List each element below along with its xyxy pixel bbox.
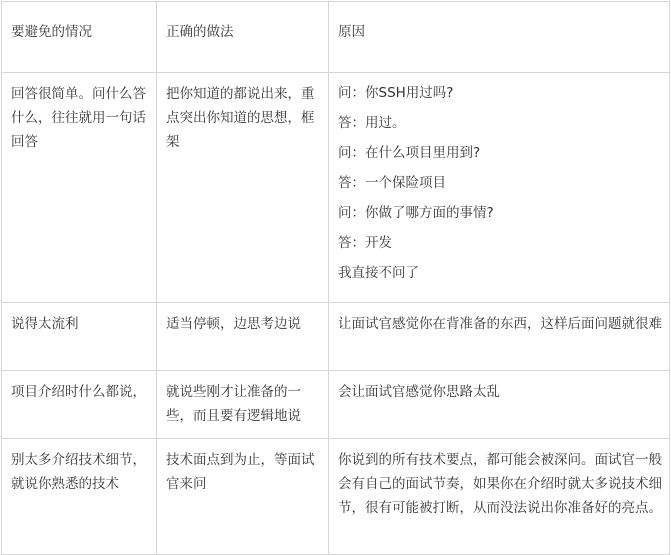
dialogue-line: 答：一个保险项目 bbox=[338, 175, 446, 191]
cell-reason: 让面试官感觉你在背准备的东西，这样后面问题就很难 bbox=[329, 303, 670, 371]
dialogue-line: 答：开发 bbox=[338, 235, 392, 251]
cell-reason: 会让面试官感觉你思路太乱 bbox=[329, 371, 670, 439]
cell-practice: 技术面点到为止，等面试官来问 bbox=[157, 439, 329, 555]
cell-reason: 你说到的所有技术要点，都可能会被深问。面试官一般会有自己的面试节奏，如果你在介绍时就太多说技术细节，很有可能被打断，从而没法说出你准备好的亮点。 bbox=[329, 439, 670, 555]
cell-reason-dialogue bbox=[329, 73, 670, 303]
dialogue-line: 答：用过。 bbox=[338, 115, 406, 131]
dialogue-line: 问：在什么项目里用到? bbox=[338, 145, 481, 161]
cell-situation: 项目介绍时什么都说， bbox=[2, 371, 157, 439]
table-header-row bbox=[2, 2, 670, 73]
dialogue-line: 问：你做了哪方面的事情? bbox=[338, 205, 494, 221]
cell-practice: 就说些刚才让准备的一些，而且要有逻辑地说 bbox=[157, 371, 329, 439]
header-situation: 要避免的情况 bbox=[2, 2, 157, 73]
cell-situation: 回答很简单。问什么答什么，往往就用一句话回答 bbox=[2, 73, 157, 303]
header-practice: 正确的做法 bbox=[157, 2, 329, 73]
header-reason: 原因 bbox=[329, 2, 670, 73]
cell-practice: 适当停顿，边思考边说 bbox=[157, 303, 329, 371]
cell-practice: 把你知道的都说出来，重点突出你知道的思想，框架 bbox=[157, 73, 329, 303]
dialogue-line: 我直接不问了 bbox=[338, 265, 419, 281]
cell-situation: 别太多介绍技术细节，就说你熟悉的技术 bbox=[2, 439, 157, 555]
dialogue-line: 问：你SSH用过吗? bbox=[338, 85, 454, 101]
table-row bbox=[2, 371, 670, 439]
cell-situation: 说得太流利 bbox=[2, 303, 157, 371]
table-row bbox=[2, 303, 670, 371]
table-row bbox=[2, 439, 670, 555]
table-row bbox=[2, 73, 670, 303]
interview-tips-table bbox=[1, 1, 670, 555]
